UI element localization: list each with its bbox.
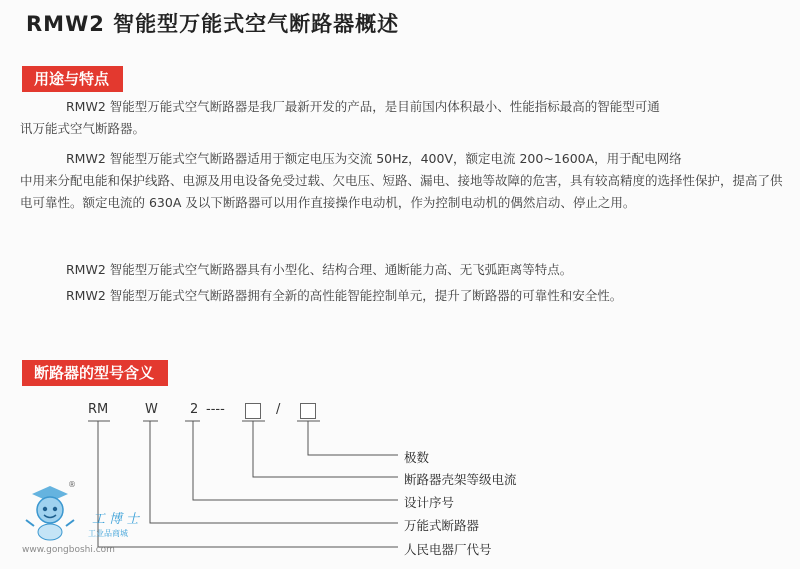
code-rm: RM: [88, 402, 109, 417]
code-2: 2: [190, 402, 199, 417]
paragraph-4-line1: RMW2 智能型万能式空气断路器拥有全新的高性能智能控制单元，提升了断路器的可靠性和安全性。: [66, 288, 623, 303]
paragraph-4: [66, 285, 792, 307]
legend-frame-current: 断路器壳架等级电流: [404, 472, 517, 487]
watermark-url: www.gongboshi.com: [22, 545, 115, 555]
paragraph-1-cont: 讯万能式空气断路器。: [20, 121, 146, 136]
section-heading-usage: 用途与特点: [22, 66, 123, 92]
paragraph-3: [66, 259, 792, 281]
legend-manufacturer-code: 人民电器厂代号: [404, 542, 492, 557]
line-poles: [308, 421, 398, 455]
paragraph-1: [20, 96, 792, 140]
legend-design-number: 设计序号: [404, 495, 455, 510]
code-dashes: ----: [206, 402, 225, 417]
paragraph-3-line1: RMW2 智能型万能式空气断路器具有小型化、结构合理、通断能力高、无飞弧距离等特点。: [66, 262, 573, 277]
code-w: W: [145, 402, 158, 417]
line-manufacturer: [98, 421, 398, 547]
connector-lines: [0, 390, 800, 569]
page-title: RMW2 智能型万能式空气断路器概述: [26, 12, 400, 36]
watermark-subtitle: 工业品商城: [88, 529, 128, 538]
paragraph-2-line1: RMW2 智能型万能式空气断路器适用于额定电压为交流 50Hz，400V，额定电流 200~1600A，用于配电网络: [66, 151, 682, 166]
code-slash: /: [276, 402, 281, 417]
paragraph-1-line1: RMW2 智能型万能式空气断路器是我厂最新开发的产品，是目前国内体积最小、性能指标最高的智能型可通: [66, 99, 660, 114]
model-code-diagram: [0, 390, 800, 569]
legend-universal-breaker: 万能式断路器: [404, 518, 480, 533]
watermark-brand: 工博士: [92, 512, 144, 527]
line-universal: [150, 421, 398, 523]
line-design-number: [193, 421, 398, 500]
legend-poles: 极数: [404, 450, 430, 465]
paragraph-2: [20, 148, 792, 214]
line-frame-current: [253, 421, 398, 477]
paragraph-2-cont: 中用来分配电能和保护线路、电源及用电设备免受过载、欠电压、短路、漏电、接地等故障的危害，具有较高精度的选择性保护，提高了供电可靠性。额定电流的 630A 及以下断路器可以用作直接操作电动机，作为控制电动机的偶然启动、停止之用。: [20, 173, 783, 210]
registered-mark: ®: [68, 480, 76, 489]
section-heading-model: 断路器的型号含义: [22, 360, 168, 386]
mascot-logo-icon: [20, 482, 90, 542]
